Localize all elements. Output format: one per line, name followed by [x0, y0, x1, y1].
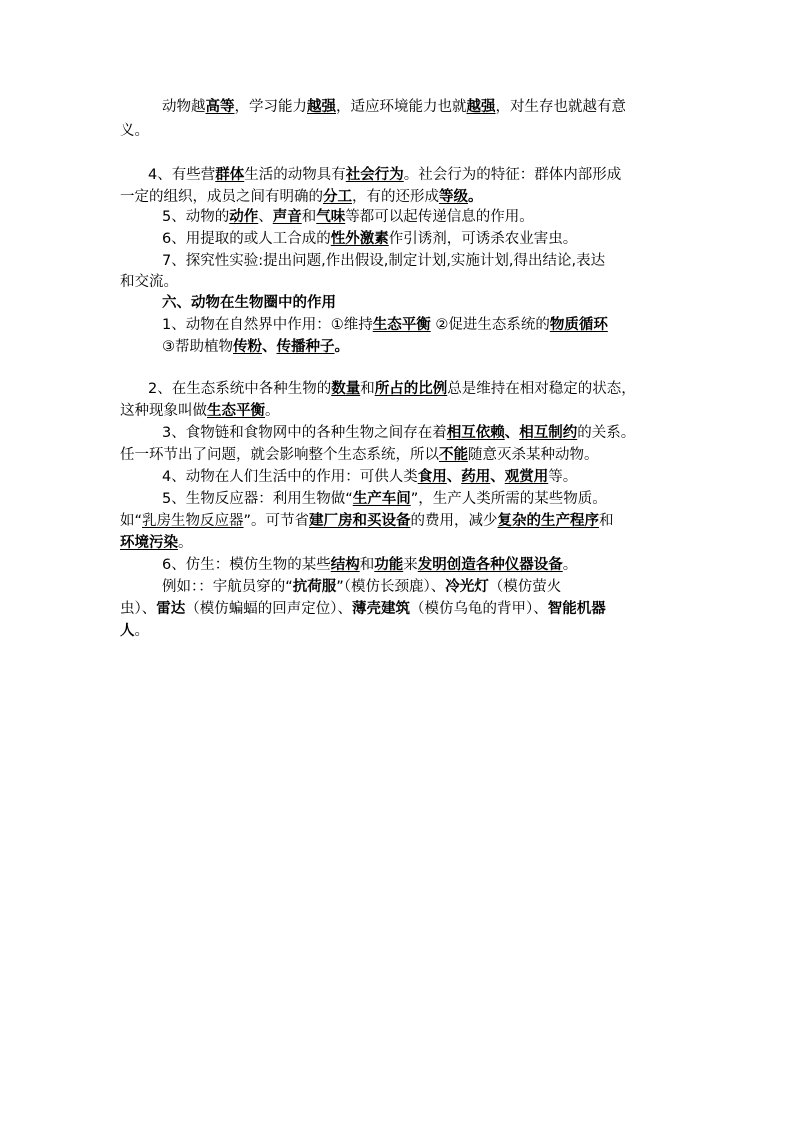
keyword-jiegou: 结构 [330, 557, 360, 573]
section-item-6-line1: 6、仿生：模仿生物的某些结构和功能来发明创造各种仪器设备。 [162, 557, 578, 573]
section-item-5-line2: 如“乳房生物反应器”。可节省建厂房和买设备的费用，减少复杂的生产程序和 [120, 513, 614, 529]
keyword-suozhandebili: 所占的比例 [374, 381, 448, 397]
keyword-shengtaipingheng-1: 生态平衡 [372, 317, 431, 333]
section-item-1-line2: ③帮助植物传粉、传播种子。 [162, 339, 349, 355]
section-item-1-line1: 1、动物在自然界中作用：①维持生态平衡 ②促进生态系统的物质循环 [162, 317, 608, 333]
para-7-line2: 和交流。 [120, 274, 178, 290]
section-item-2-line1: 2、在生态系统中各种生物的数量和所占的比例总是维持在相对稳定的状态， [148, 381, 636, 397]
keyword-shengtaipingheng-2: 生态平衡 [207, 403, 265, 419]
keyword-kanghefu: 抗荷服 [292, 579, 337, 595]
section-item-6-line3: 虫）、雷达（模仿蝙蝠的回声定位）、薄壳建筑（模仿乌龟的背甲）、智能机器 [120, 601, 606, 617]
para-intelligence-line2: 义。 [120, 123, 149, 139]
para-6: 6、用提取的或人工合成的性外激素作引诱剂，可诱杀农业害虫。 [162, 231, 578, 247]
keyword-xianghuzhiyue: 相互制约 [519, 425, 578, 441]
section-item-6-line4: 人。 [120, 623, 149, 639]
keyword-zhinengjiqi: 智能机器 [547, 601, 606, 617]
section-item-5-line1: 5、生物反应器：利用生物做“生产车间”，生产人类所需的某些物质。 [162, 491, 607, 507]
keyword-rufangshengwufanyingqi: 乳房生物反应器 [142, 513, 244, 529]
keyword-fengong: 分工 [323, 189, 352, 205]
keyword-yaoyong: 药用 [461, 469, 491, 485]
keyword-gongneng: 功能 [374, 557, 404, 573]
keyword-shehuixingwei: 社会行为 [345, 167, 404, 183]
keyword-yueqiang-1: 越强 [307, 99, 336, 115]
keyword-xingwaijisu: 性外激素 [330, 231, 389, 247]
keyword-fuzadeshengchanchengxu: 复杂的生产程序 [497, 513, 600, 529]
keyword-wuzhixunhuan: 物质循环 [549, 317, 608, 333]
section-title: 六、动物在生物圈中的作用 [162, 295, 336, 311]
keyword-yueqiang-2: 越强 [466, 99, 496, 115]
section-item-3-line2: 任一环节出了问题，就会影响整个生态系统，所以不能随意灭杀某种动物。 [120, 447, 599, 463]
section-item-2-line2: 这种现象叫做生态平衡。 [120, 403, 280, 419]
section-item-4: 4、动物在人们生活中的作用：可供人类食用、药用、观赏用等。 [162, 469, 578, 485]
keyword-lengguangdeng: 冷光灯 [445, 579, 489, 595]
keyword-chuanfen: 传粉 [233, 339, 262, 355]
keyword-shengyin: 声音 [272, 209, 302, 225]
para-7-line1: 7、探究性实验:提出问题,作出假设,制定计划,实施计划,得出结论,表达 [162, 253, 606, 269]
keyword-shengchanchejian: 生产车间 [352, 491, 411, 507]
keyword-shiyong: 食用 [417, 469, 447, 485]
keyword-guanshangyong: 观赏用 [504, 469, 549, 485]
keyword-baokejianzhu: 薄壳建筑 [352, 601, 410, 617]
keyword-qunti: 群体 [215, 167, 245, 183]
section-item-6-line2: 例如：：宇航员穿的“抗荷服”（模仿长颈鹿）、冷光灯（模仿萤火 [162, 579, 562, 595]
keyword-huanjingwuran: 环境污染 [120, 535, 178, 551]
keyword-buneng: 不能 [439, 447, 468, 463]
keyword-famingchuangzao: 发明创造各种仪器设备 [417, 557, 563, 573]
para-5: 5、动物的动作、声音和气味等都可以起传递信息的作用。 [162, 209, 534, 225]
keyword-jianchangfang: 建厂房和买设备 [309, 513, 411, 529]
section-item-5-line3: 环境污染。 [120, 535, 193, 551]
keyword-leida: 雷达 [156, 601, 186, 617]
para-4-line1: 4、有些营群体生活的动物具有社会行为。社会行为的特征：群体内部形成 [148, 167, 622, 183]
keyword-chuanbozhongzi: 传播种子 [276, 339, 335, 355]
keyword-xianghuyilai: 相互依赖 [446, 425, 505, 441]
para-4-line2: 一定的组织，成员之间有明确的分工，有的还形成等级。 [120, 189, 483, 205]
keyword-dongzuo: 动作 [229, 209, 259, 225]
keyword-ren: 人 [120, 623, 135, 639]
keyword-qiwei: 气味 [316, 209, 346, 225]
section-item-3-line1: 3、食物链和食物网中的各种生物之间存在着相互依赖、相互制约的关系。 [162, 425, 636, 441]
keyword-dengji: 等级 [439, 189, 468, 205]
keyword-gaodeng: 高等 [205, 99, 235, 115]
para-intelligence-line1: 动物越高等，学习能力越强，适应环境能力也就越强，对生存也就越有意 [162, 99, 626, 115]
keyword-shuliang: 数量 [331, 381, 361, 397]
